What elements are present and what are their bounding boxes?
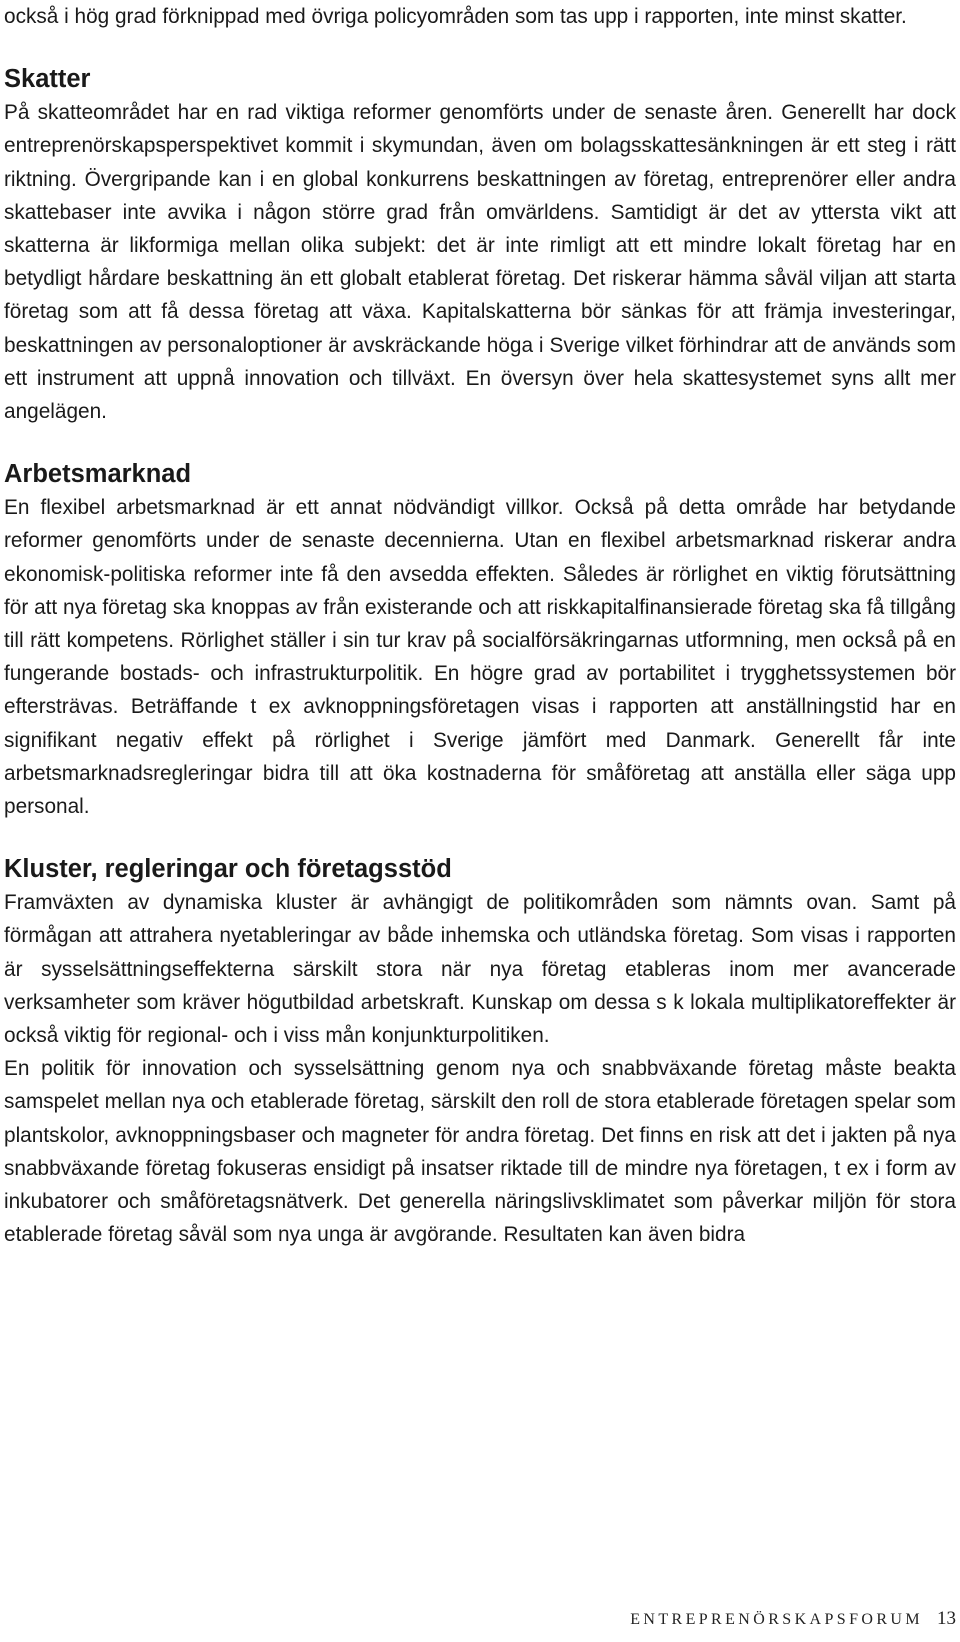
section-kluster xyxy=(4,853,956,1251)
spacer xyxy=(4,428,956,458)
footer-brand: ENTREPRENÖRSKAPSFORUM xyxy=(630,1611,923,1628)
section-heading-skatter: Skatter xyxy=(4,65,91,94)
document-page xyxy=(4,0,956,1252)
page-footer xyxy=(630,1608,956,1638)
page-number: 13 xyxy=(937,1608,956,1629)
spacer xyxy=(4,823,956,853)
section-skatter xyxy=(4,63,956,428)
section-arbetsmarknad xyxy=(4,458,956,823)
section-paragraph: På skatteområdet har en rad viktiga reformer genomförts under de senaste åren. Generellt har dock entreprenörskapsperspektivet kommit i skymundan, även om bolagsskattesänkningen är ett steg i rätt riktning. Övergripande kan i en global konkurrens beskattningen av företag, entreprenörer eller andra skattebaser inte avvika i någon större grad från omvärldens. Samtidigt är det av yttersta vikt att skatterna är likformiga mellan olika subjekt: det är inte rimligt att ett mindre lokalt företag har en betydligt hårdare beskattning än ett globalt etablerat företag. Det riskerar hämma såväl viljan att starta företag som att få dessa företag att växa. Kapitalskatterna bör sänkas för att främja investeringar, beskattningen av personaloptioner är avskräckande höga i Sverige vilket förhindrar att de används som ett instrument att uppnå innovation och tillväxt. En översyn över hela skattesystemet syns allt mer angelägen. xyxy=(4,101,956,424)
spacer xyxy=(4,33,956,63)
section-heading-kluster: Kluster, regleringar och företagsstöd xyxy=(4,855,452,884)
section-heading-arbetsmarknad: Arbetsmarknad xyxy=(4,460,192,489)
section-paragraph: En flexibel arbetsmarknad är ett annat nödvändigt villkor. Också på detta område har betydande reformer genomförts under de senaste decennierna. Utan en flexibel arbetsmarknad riskerar andra ekonomisk-politiska reformer inte få den avsedda effekten. Således är rörlighet en viktig förutsättning för att nya företag ska knoppas av från existerande och att riskkapitalfinansierade företag ska få tillgång till rätt kompetens. Rörlighet ställer i sin tur krav på socialförsäkringarnas utformning, men också på en fungerande bostads- och infrastrukturpolitik. En högre grad av portabilitet i trygghetssystemen bör eftersträvas. Beträffande t ex avknoppningsföretagen visas i rapporten att anställningstid har en signifikant negativ effekt på rörlighet i Sverige jämfört med Danmark. Generellt får inte arbetsmarknadsregleringar bidra till att öka kostnaderna för småföretag att anställa eller säga upp personal. xyxy=(4,496,956,819)
intro-paragraph: också i hög grad förknippad med övriga policyområden som tas upp i rapporten, inte minst skatter. xyxy=(4,5,907,28)
section-paragraph: Framväxten av dynamiska kluster är avhängigt de politikområden som nämnts ovan. Samt på förmågan att attrahera nyetableringar av både inhemska och utländska företag. Som visas i rapporten är sysselsättningseffekterna särskilt stora när nya företag etableras inom mer avancerade verksamheter som kräver högutbildad arbetskraft. Kunskap om dessa s k lokala multiplikatoreffekter är också viktig för regional- och i viss mån konjunkturpolitiken. xyxy=(4,891,956,1048)
section-paragraph: En politik för innovation och sysselsättning genom nya och snabbväxande företag måste beakta samspelet mellan nya och etablerade företag, särskilt den roll de stora etablerade företagen spelar som plantskolor, avknoppningsbaser och magneter för andra företag. Det finns en risk att det i jakten på nya snabbväxande företag fokuseras ensidigt på insatser riktade till de mindre nya företagen, t ex i form av inkubatorer och småföretagsnätverk. Det generella näringslivsklimatet som påverkar miljön för stora etablerade företag såväl som nya unga är avgörande. Resultaten kan även bidra xyxy=(4,1057,956,1247)
